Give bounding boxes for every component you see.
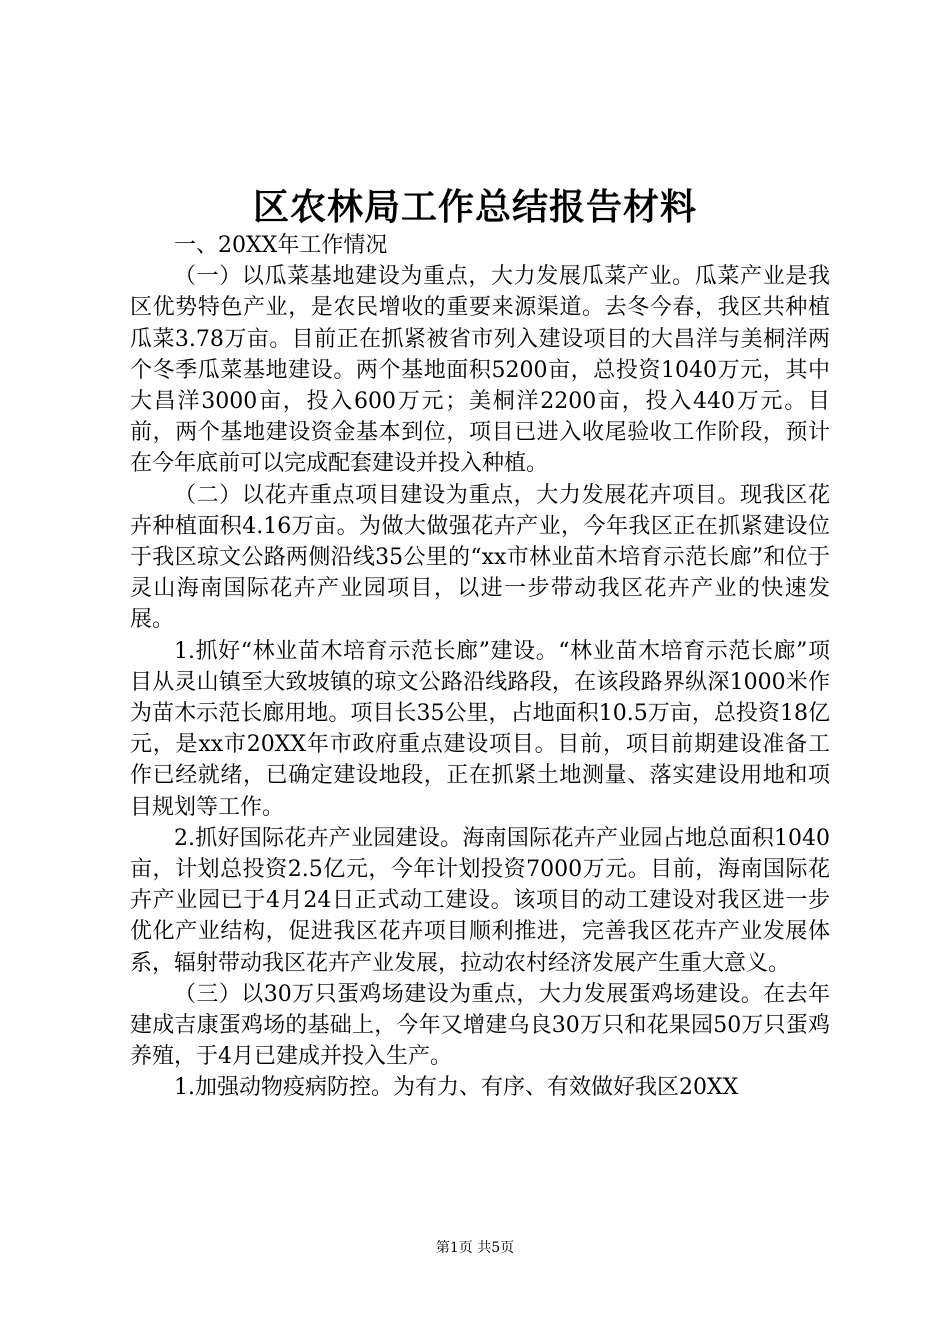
section-heading: 一、20XX年工作情况 bbox=[174, 233, 388, 258]
paragraph: （一）以瓜菜基地建设为重点，大力发展瓜菜产业。瓜菜产业是我区优势特色产业，是农民增收的重要来源渠道。去冬今春，我区共种植瓜菜3.78万亩。目前正在抓紧被省市列入建设项目的大昌洋与美桐洋两个冬季瓜菜基地建设。两个基地面积5200亩，总投资1040万元，其中大昌洋3000亩，投入600万元；美桐洋2200亩，投入440万元。目前，两个基地建设资金基本到位，项目已进入收尾验收工作阶段，预计在今年底前可以完成配套建设并投入种植。 bbox=[130, 264, 830, 477]
paragraph: （三）以30万只蛋鸡场建设为重点，大力发展蛋鸡场建设。在去年建成吉康蛋鸡场的基础上，今年又增建乌良30万只和花果园50万只蛋鸡养殖，于4月已建成并投入生产。 bbox=[130, 981, 830, 1070]
paragraph: 2.抓好国际花卉产业园建设。海南国际花卉产业园占地总面积1040亩，计划总投资2.5亿元，今年计划投资7000万元。目前，海南国际花卉产业园已于4月24日正式动工建设。该项目的动工建设对我区进一步优化产业结构，促进我区花卉项目顺利推进，完善我区花卉产业发展体系，辐射带动我区花卉产业发展，拉动农村经济发展产生重大意义。 bbox=[130, 825, 830, 976]
paragraph: 1.抓好“林业苗木培育示范长廊”建设。“林业苗木培育示范长廊”项目从灵山镇至大致坡镇的琼文公路沿线路段，在该段路界纵深1000米作为苗木示范长廊用地。项目长35公里，占地面积10.5万亩，总投资18亿元，是xx市20XX年市政府重点建设项目。目前，项目前期建设准备工作已经就绪，已确定建设地段，正在抓紧土地测量、落实建设用地和项目规划等工作。 bbox=[130, 638, 830, 820]
paragraph: （二）以花卉重点项目建设为重点，大力发展花卉项目。现我区花卉种植面积4.16万亩。为做大做强花卉产业，今年我区正在抓紧建设位于我区琼文公路两侧沿线35公里的“xx市林业苗木培育示范长廊”和位于灵山海南国际花卉产业园项目，以进一步带动我区花卉产业的快速发展。 bbox=[130, 482, 830, 633]
page-footer: 第1页 共5页 bbox=[435, 1240, 515, 1256]
document-body bbox=[130, 230, 830, 1104]
document-title: 区农林局工作总结报告材料 bbox=[252, 187, 697, 228]
paragraph: 1.加强动物疫病防控。为有力、有序、有效做好我区20XX bbox=[174, 1075, 739, 1101]
